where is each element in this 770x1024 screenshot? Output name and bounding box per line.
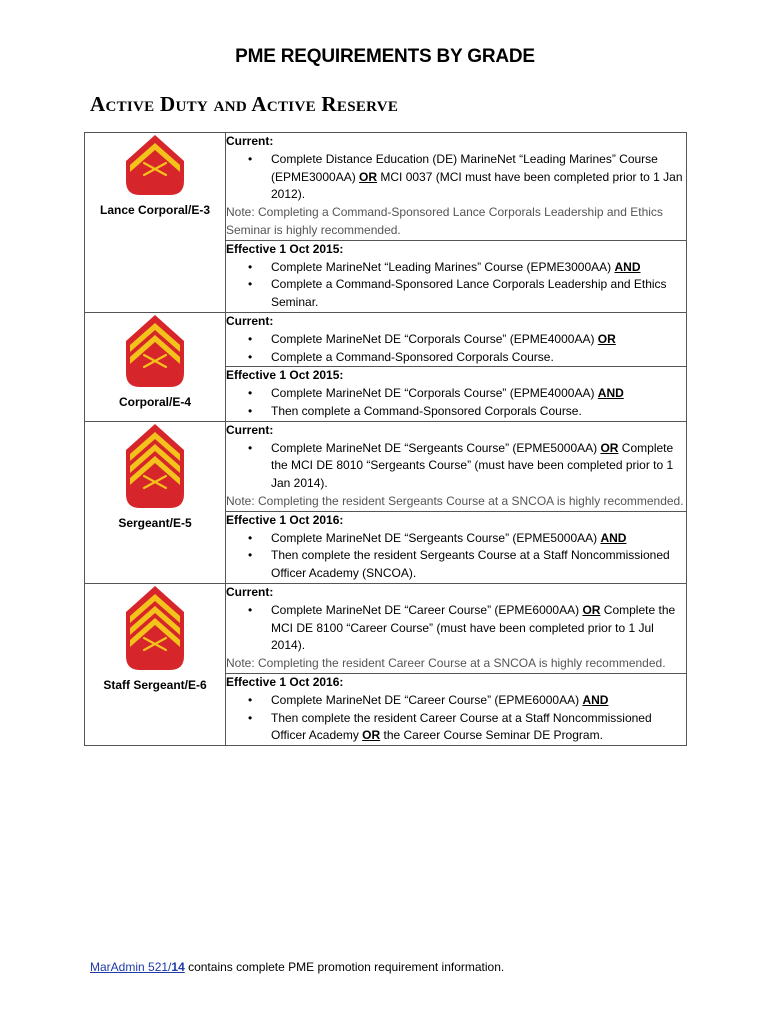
requirement-heading: Effective 1 Oct 2015: [226,368,344,383]
requirement-text: MCI 0037 (MCI must have been completed prior to 1 Jan 2012). [271,169,683,202]
rank-label: Sergeant/E-5 [118,515,192,530]
requirement-item [271,349,686,367]
requirement-text: Then complete the resident Career Course at a Staff Noncommissioned Officer Academy [271,710,652,743]
footer-text: contains complete PME promotion requirement information. [184,960,505,974]
requirement-block [226,584,686,673]
rank-cell [85,312,226,421]
maradmin-link-sep: / [168,960,172,974]
rank-insignia-icon [124,422,186,510]
requirement-conjunction: OR [362,728,381,743]
requirement-text: Complete the MCI DE 8100 “Career Course” (must have been completed prior to 1 Jul 2014). [271,602,676,653]
requirement-heading: Effective 1 Oct 2016: [226,674,344,689]
requirement-heading: Effective 1 Oct 2015: [226,241,344,256]
page-title: PME REQUIREMENTS BY GRADE [235,46,535,67]
effective-requirements-cell [226,511,687,583]
requirement-heading: Current: [226,422,274,437]
requirement-conjunction: AND [600,530,627,545]
current-requirements-cell [226,133,687,241]
requirement-list [226,692,686,745]
rank-label: Lance Corporal/E-3 [99,203,211,217]
requirement-list [226,530,686,583]
rank-cell [85,421,226,583]
requirement-text: Complete a Command-Sponsored Lance Corporals Leadership and Ethics Seminar. [271,277,667,310]
rank-label: Staff Sergeant/E-6 [103,677,207,692]
requirement-item [271,331,686,349]
requirement-text: Complete MarineNet DE “Career Course” (EPME6000AA) [271,602,583,617]
requirement-text: Complete MarineNet DE “Sergeants Course” (EPME5000AA) [271,440,601,455]
current-requirements-cell [226,583,687,673]
requirement-block [226,512,686,583]
effective-requirements-cell [226,240,687,312]
requirement-note: Note: Completing the resident Career Course at a SNCOA is highly recommended. [226,656,666,671]
requirement-text: Complete MarineNet DE “Corporals Course” (EPME4000AA) [271,386,598,401]
requirement-text: the Career Course Seminar DE Program. [380,728,603,743]
requirement-item [271,276,686,312]
rank-row-current [85,133,687,241]
current-requirements-cell [226,312,687,366]
requirement-item [271,692,686,710]
requirement-text: Complete MarineNet DE “Career Course” (EPME6000AA) [271,692,583,707]
rank-insignia-icon [124,133,186,197]
requirement-text: Then complete a Command-Sponsored Corporals Course. [271,403,582,418]
requirement-list [226,440,686,493]
requirement-block [226,133,686,240]
requirement-conjunction: OR [600,440,619,455]
requirement-text: Complete MarineNet DE “Sergeants Course” (EPME5000AA) [271,530,601,545]
requirement-list [226,602,686,655]
pme-requirements-table [84,132,687,746]
requirement-list [226,385,686,421]
requirement-conjunction: OR [359,169,378,184]
requirement-block [226,422,686,511]
requirement-text: Complete MarineNet “Leading Marines” Course (EPME3000AA) [271,259,615,274]
requirement-heading: Current: [226,134,274,148]
current-requirements-cell [226,421,687,511]
requirement-item [271,710,686,746]
rank-insignia-icon [124,313,186,389]
requirement-note: Note: Completing the resident Sergeants Course at a SNCOA is highly recommended. [226,493,684,508]
requirement-heading: Current: [226,584,274,599]
requirement-conjunction: AND [614,259,641,274]
rank-label: Corporal/E-4 [118,394,191,409]
requirement-text: Complete the MCI DE 8010 “Sergeants Course” (must have been completed prior to 1 Jan 2014). [271,440,674,491]
requirement-list [226,151,686,204]
requirement-item [271,259,686,277]
requirement-item [271,403,686,421]
maradmin-link-number: 14 [171,960,185,974]
effective-requirements-cell [226,673,687,745]
requirement-list [226,331,686,367]
requirement-note: Note: Completing a Command-Sponsored Lance Corporals Leadership and Ethics Seminar is highly recommended. [226,205,663,237]
requirement-item [271,530,686,548]
requirement-text: Complete MarineNet DE “Corporals Course” (EPME4000AA) [271,331,598,346]
maradmin-link[interactable] [90,960,185,974]
requirement-block [226,313,686,366]
rank-insignia-icon [124,584,186,672]
requirement-conjunction: AND [597,386,624,401]
rank-cell [85,133,226,313]
requirement-conjunction: OR [582,602,601,617]
rank-row-current [85,421,687,511]
rank-row-current [85,312,687,366]
requirement-text: Then complete the resident Sergeants Course at a Staff Noncommissioned Officer Academy (SNCOA). [271,548,670,581]
requirement-heading: Effective 1 Oct 2016: [226,512,344,527]
maradmin-link-text: MarAdmin 521 [90,960,169,974]
requirement-block [226,241,686,312]
rank-cell [85,583,226,745]
requirement-list [226,259,686,312]
section-title: Active Duty and Active Reserve [90,92,399,116]
requirement-item [271,602,686,655]
requirement-conjunction: OR [597,331,616,346]
requirement-conjunction: AND [582,692,609,707]
requirement-block [226,674,686,745]
effective-requirements-cell [226,367,687,421]
requirement-item [271,547,686,583]
requirement-text: Complete a Command-Sponsored Corporals Course. [271,349,554,364]
requirement-heading: Current: [226,313,274,328]
requirement-item [271,151,686,204]
requirement-item [271,440,686,493]
requirement-block [226,367,686,420]
footer-note [90,960,504,974]
requirement-item [271,385,686,403]
requirement-text: Complete Distance Education (DE) MarineNet “Leading Marines” Course (EPME3000AA) [271,151,658,184]
rank-row-current [85,583,687,673]
